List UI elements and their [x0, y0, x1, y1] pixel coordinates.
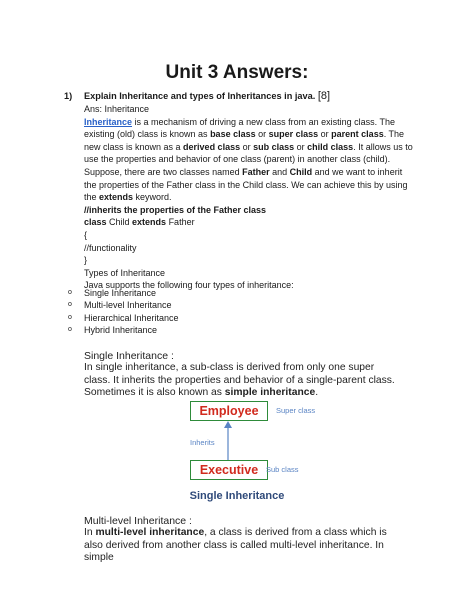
single-heading: Single Inheritance : [84, 350, 174, 362]
single-inheritance-section [84, 350, 402, 399]
page-title: Unit 3 Answers: [165, 62, 309, 83]
text: , a class is derived from a class which is also derived from another class is called multi-level inheritance. In simple [84, 527, 387, 563]
employee-box: Employee [190, 401, 268, 421]
bullet-icon: o [68, 326, 72, 334]
term-super-class: super class [268, 129, 319, 140]
term-parent-class: parent class [331, 129, 384, 140]
question [64, 90, 330, 102]
text: . [315, 386, 319, 398]
diagram-caption: Single Inheritance [189, 490, 285, 502]
super-class-label: Super class [276, 406, 316, 415]
question-text: Explain Inheritance and types of Inheritances in java. [84, 91, 316, 101]
question-marks: [8] [317, 90, 331, 102]
list-item-label: Single Inheritance [84, 288, 157, 298]
code-class-line [84, 216, 414, 229]
code-text: Child [106, 217, 133, 228]
code-text: Father [166, 217, 195, 228]
text: keyword. [133, 192, 172, 203]
question-number: 1) [64, 91, 73, 101]
bullet-icon: o [68, 313, 72, 321]
list-item-label: Multi-level Inheritance [84, 300, 172, 311]
text: or [255, 129, 269, 140]
bullet-icon: o [68, 301, 72, 309]
text: In single inheritance, a sub-class is derived from only one super class. It inherits the properties and behavior of a single-parent class. Sometimes it is also known as [84, 362, 395, 398]
term-base-class: base class [210, 129, 256, 140]
list-item-label: Hierarchical Inheritance [84, 312, 179, 323]
term-derived-class: derived class [183, 141, 241, 152]
list-item [68, 299, 179, 311]
types-heading: Types of Inheritance [84, 267, 166, 278]
single-text [84, 362, 402, 399]
types-list [68, 287, 179, 337]
term-child-class: child class [307, 141, 354, 152]
term-father: Father [242, 166, 270, 177]
answer-body [84, 103, 414, 292]
list-item [68, 324, 179, 336]
text: is a mechanism of driving a new class from an existing class. The existing (old) class is known as [84, 116, 395, 140]
inherits-label: Inherits [190, 438, 215, 447]
code-keyword: extends [132, 217, 167, 228]
term-sub-class: sub class [253, 141, 295, 152]
example-paragraph [84, 166, 414, 204]
code-keyword: class [84, 217, 107, 228]
term-extends: extends [99, 192, 134, 203]
text: . It allows us to use the properties and behavior of one class (parent) in another class (child). [84, 141, 413, 165]
sub-class-label: Sub class [266, 465, 299, 474]
code-open-brace: { [84, 229, 88, 240]
text: Suppose, there are two classes named [84, 166, 243, 177]
list-item [68, 312, 179, 324]
multilevel-section [84, 515, 402, 564]
types-intro: Java supports the following four types of inheritance: [84, 280, 294, 291]
executive-box: Executive [190, 460, 268, 480]
inheritance-link[interactable]: Inheritance [84, 116, 133, 127]
text: or [318, 129, 332, 140]
answer-heading: Ans: Inheritance [84, 104, 150, 114]
text: and we want to inherit the properties of the Father class in the Child class. We can achieve this by using the [84, 166, 408, 203]
text: In [84, 527, 96, 539]
text: or [294, 141, 308, 152]
term-multilevel-inheritance: multi-level inheritance [95, 527, 205, 539]
text: or [240, 141, 254, 152]
bullet-icon: o [68, 289, 72, 296]
code-functionality: //functionality [84, 242, 137, 253]
code-comment: //inherits the properties of the Father class [84, 204, 267, 215]
text: and [269, 166, 290, 177]
list-item [68, 287, 179, 299]
term-child: Child [289, 166, 313, 177]
text: . The new class is known as a [84, 129, 405, 152]
inheritance-definition [84, 116, 414, 166]
code-close-brace: } [84, 255, 88, 266]
list-item-label: Hybrid Inheritance [84, 325, 158, 336]
term-simple-inheritance: simple inheritance [224, 386, 316, 398]
multilevel-heading: Multi-level Inheritance : [84, 515, 192, 527]
multilevel-text [84, 527, 402, 564]
